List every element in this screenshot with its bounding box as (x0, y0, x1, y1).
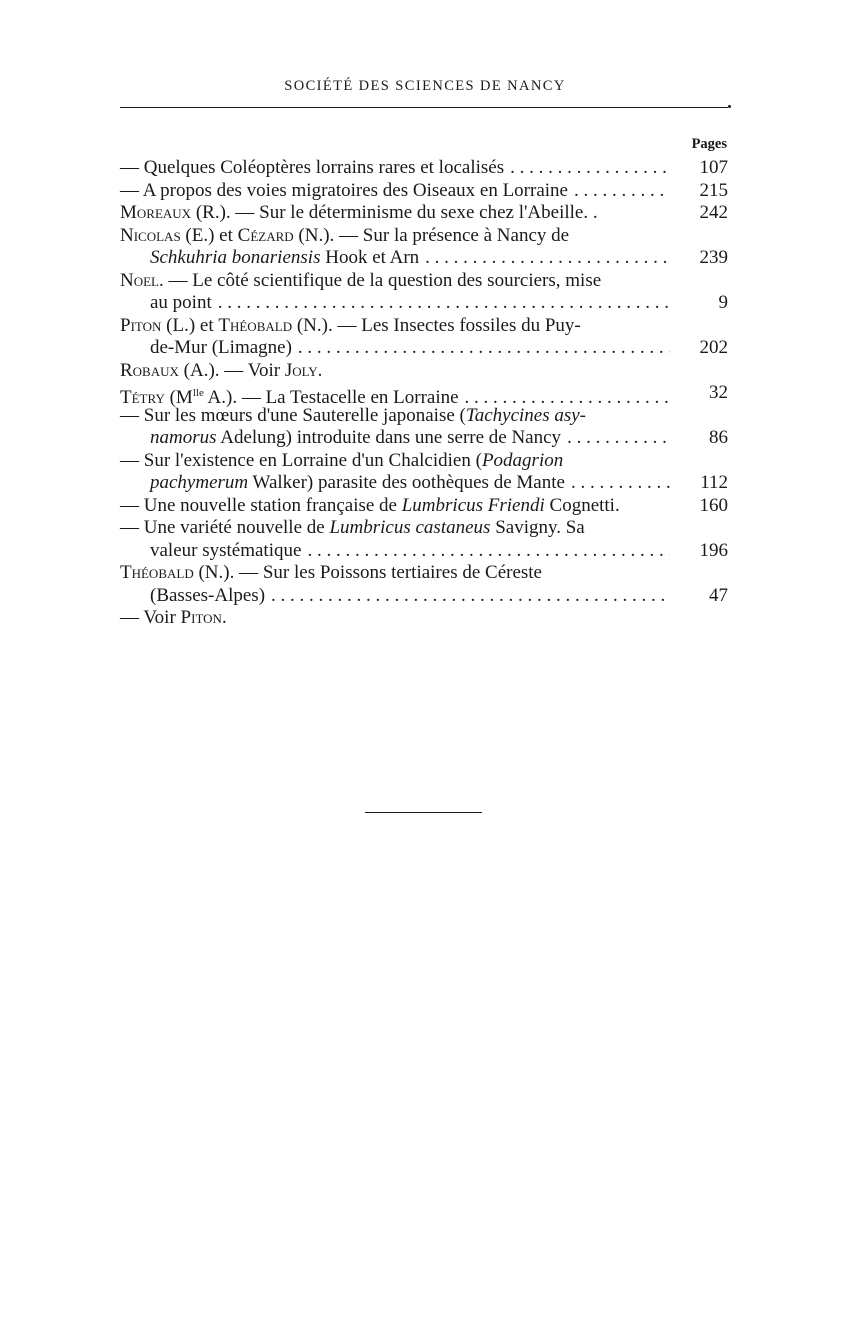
page-number: 47 (709, 584, 728, 606)
dot-leader (574, 180, 670, 203)
author-index (120, 157, 728, 630)
dot-leader (425, 247, 670, 270)
entry-title-rest: Cognetti. (544, 494, 620, 516)
page-number: 86 (709, 427, 728, 448)
coauthor-name: Théobald (218, 314, 293, 336)
index-entry (120, 180, 728, 203)
page-number: 239 (699, 247, 728, 268)
index-entry (120, 360, 728, 383)
index-entry (120, 225, 728, 270)
header-rule (120, 107, 728, 108)
page-number: 112 (700, 472, 728, 493)
entry-title-continued: valeur systématique (150, 539, 302, 561)
entry-title: (R.). — Sur le déterminisme du sexe chez l'Abeille. . (191, 202, 598, 223)
coauthor-name: Cézard (237, 224, 294, 246)
index-entry (120, 202, 728, 225)
author-name: Nicolas (120, 224, 181, 246)
author-name: Tétry (120, 387, 165, 408)
cross-reference: (A.). — Voir (178, 359, 285, 381)
page-number: 215 (699, 179, 728, 201)
dot-leader (218, 292, 670, 315)
author-name: Piton (120, 314, 162, 336)
page-number: 202 (699, 337, 728, 358)
author-separator: (E.) et (180, 224, 238, 246)
dot-leader (298, 337, 670, 360)
entry-title: — Sur l'existence en Lorraine d'un Chalcidien ( (120, 449, 482, 471)
index-entry (120, 562, 728, 607)
entry-title: A.). — La Testacelle en Lorraine (203, 387, 459, 408)
author-separator: (L.) et (161, 314, 219, 336)
page-number: 160 (699, 494, 728, 516)
entry-title: — Une variété nouvelle de (120, 517, 330, 538)
author-name: Robaux (120, 359, 179, 381)
entry-title-continued: de-Mur (Limagne) (150, 337, 292, 358)
index-entry (120, 315, 728, 360)
index-entry (120, 405, 728, 450)
dot-leader (271, 585, 670, 608)
entry-title-continued: Walker) parasite des oothèques de Mante (248, 472, 565, 493)
closing-rule (365, 812, 482, 813)
index-entry (120, 157, 728, 180)
species-name: Lumbricus Friendi (401, 494, 545, 516)
entry-title-continued: Adelung) introduite dans une serre de Nancy (216, 427, 562, 448)
entry-title-rest: Savigny. Sa (490, 517, 585, 538)
entry-title-continued: au point (150, 292, 212, 313)
coauthor-name: Piton (180, 607, 222, 628)
index-entry (120, 450, 728, 495)
page-number: 196 (699, 539, 728, 561)
entry-title: — Sur les mœurs d'une Sauterelle japonaise ( (120, 404, 466, 426)
dot-leader (510, 157, 670, 180)
entry-title: — A propos des voies migratoires des Oiseaux en Lorraine (120, 179, 568, 201)
author-initial: (M (164, 387, 193, 408)
entry-title: (N.). — Sur la présence à Nancy de (293, 224, 570, 246)
running-head: SOCIÉTÉ DES SCIENCES DE NANCY (284, 78, 566, 94)
author-name: Noel (120, 269, 159, 291)
index-entry (120, 382, 728, 408)
cross-reference: — Voir (120, 607, 181, 628)
author-name: Moreaux (120, 202, 192, 223)
entry-title-continued: (Basses-Alpes) (150, 584, 266, 606)
species-name-continued: pachymerum (150, 472, 249, 493)
page-number: 242 (699, 202, 728, 223)
entry-title-continued: Hook et Arn (320, 247, 420, 268)
index-entry (120, 517, 728, 562)
page-number: 107 (699, 157, 728, 178)
entry-title: . — Le côté scientifique de la question des sourciers, mise (159, 269, 602, 291)
index-entry (120, 495, 728, 518)
species-name: Tachycines asy- (465, 404, 587, 426)
dot-leader (571, 472, 670, 495)
species-name-continued: namorus (150, 427, 217, 448)
index-entry (120, 607, 728, 630)
species-name: Podagrion (481, 449, 564, 471)
pages-column-header: Pages (691, 136, 727, 152)
entry-title: (N.). — Les Insectes fossiles du Puy- (292, 314, 581, 336)
punctuation: . (221, 607, 227, 628)
coauthor-name: Joly (284, 359, 318, 381)
species-name: Schkuhria bonariensis (150, 247, 321, 268)
entry-title: — Une nouvelle station française de (120, 494, 402, 516)
entry-title: (N.). — Sur les Poissons tertiaires de Céreste (193, 562, 542, 583)
title-superscript: lle (192, 387, 204, 399)
page-number: 9 (718, 292, 728, 313)
page-number: 32 (709, 382, 728, 403)
species-name: Lumbricus castaneus (329, 517, 491, 538)
dot-leader (567, 427, 670, 450)
index-entry (120, 270, 728, 315)
entry-title: — Quelques Coléoptères lorrains rares et localisés (120, 157, 505, 178)
punctuation: . (317, 359, 323, 381)
author-name: Théobald (120, 562, 194, 583)
dot-leader (307, 540, 670, 563)
